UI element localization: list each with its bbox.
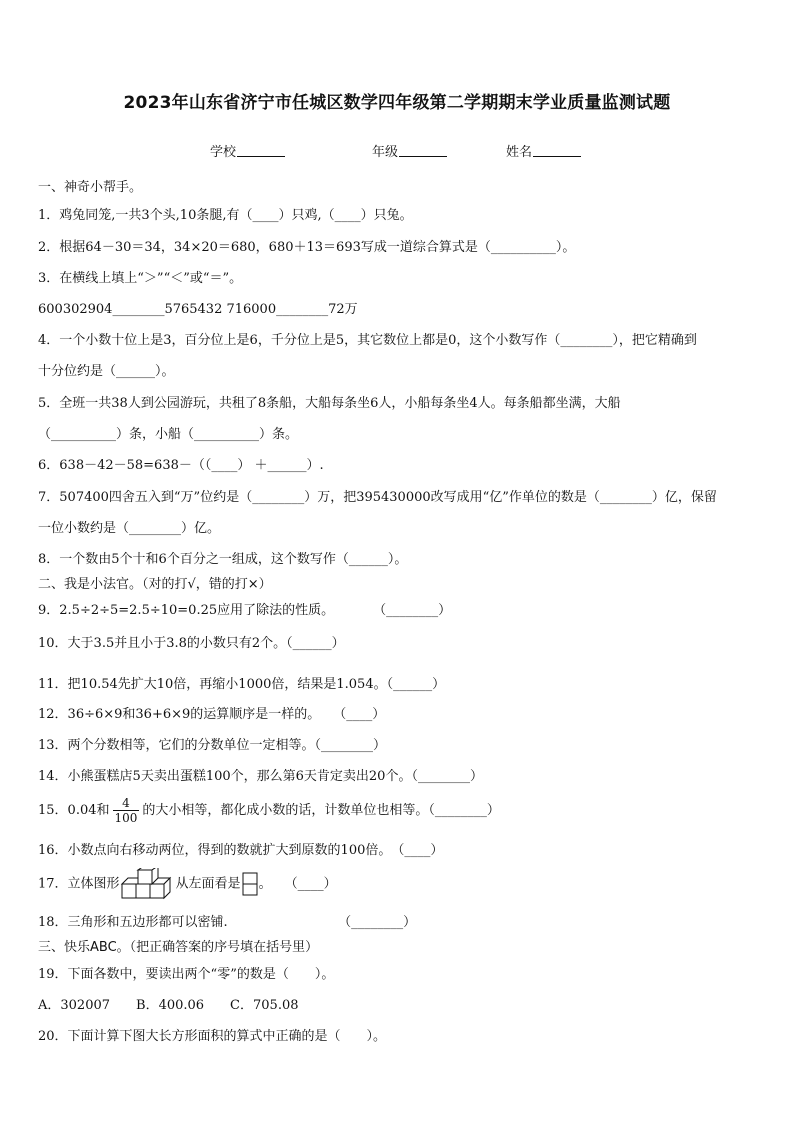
fraction [113, 796, 140, 825]
question-6: 6．638－42－58=638－（（____） ＋______）. [38, 458, 324, 473]
name-field[interactable] [506, 141, 581, 160]
question-18: 18．三角形和五边形都可以密铺. （________） [38, 915, 417, 930]
grade-field[interactable] [372, 141, 447, 160]
section-3-heading: 三、快乐ABC。（把正确答案的序号填在括号里） [38, 940, 319, 955]
grade-label: 年级 [372, 145, 399, 160]
question-15 [38, 796, 500, 825]
school-blank[interactable] [237, 144, 285, 157]
question-1: 1．鸡兔同笼,一共3个头,10条腿,有（____）只鸡,（____）只兔。 [38, 208, 413, 223]
question-12: 12．36÷6×9和36+6×9的运算顺序是一样的。 （____） [38, 707, 386, 722]
question-19: 19．下面各数中，要读出两个“零”的数是（ ）。 [38, 967, 335, 982]
school-field[interactable] [210, 141, 285, 160]
solid-figure-icon [120, 868, 176, 900]
question-5-line-2: （__________）条，小船（__________）条。 [38, 427, 299, 442]
grade-blank[interactable] [399, 144, 447, 157]
question-15-prefix: 15．0.04和 [38, 803, 110, 818]
question-3-items: 600302904________5765432 716000________72万 [38, 302, 358, 317]
section-2-heading: 二、我是小法官。（对的打√，错的打×） [38, 577, 272, 592]
question-17-prefix: 17．立体图形 [38, 876, 120, 892]
name-blank[interactable] [533, 144, 581, 157]
question-3: 3．在横线上填上“＞”“＜”或“＝”。 [38, 271, 243, 286]
question-11: 11．把10.54先扩大10倍，再缩小1000倍，结果是1.054。（______） [38, 677, 446, 692]
question-5-line-1: 5．全班一共38人到公园游玩，共租了8条船，大船每条坐6人，小船每条坐4人。每条船都坐满，大船 [38, 396, 621, 411]
question-17-middle: 从左面看是 [175, 876, 241, 892]
left-view-icon [241, 871, 259, 897]
question-20: 20．下面计算下图大长方形面积的算式中正确的是（ ）。 [38, 1029, 387, 1044]
fraction-denominator: 100 [114, 811, 138, 825]
question-17 [38, 868, 337, 900]
question-13: 13．两个分数相等，它们的分数单位一定相等。（________） [38, 738, 387, 753]
question-2: 2．根据64－30＝34，34×20＝680，680＋13＝693写成一道综合算式是（__________）。 [38, 240, 576, 255]
question-15-suffix: 的大小相等，都化成小数的话，计数单位也相等。（________） [142, 803, 500, 818]
question-4-line-2: 十分位约是（______）。 [38, 364, 175, 379]
question-19-options: A．302007 B．400.06 C．705.08 [38, 998, 299, 1013]
question-9: 9．2.5÷2÷5=2.5÷10=0.25应用了除法的性质。 （________） [38, 603, 452, 618]
question-7-line-1: 7．507400四舍五入到“万”位约是（________）万，把395430000改写成用“亿”作单位的数是（________）亿，保留 [38, 490, 717, 505]
question-16: 16．小数点向右移动两位，得到的数就扩大到原数的100倍。 （____） [38, 843, 444, 858]
question-8: 8．一个数由5个十和6个百分之一组成，这个数写作（______）。 [38, 552, 408, 567]
question-17-suffix: 。 （____） [258, 876, 337, 892]
fraction-numerator: 4 [113, 796, 140, 811]
question-10: 10．大于3.5并且小于3.8的小数只有2个。（______） [38, 636, 345, 651]
question-7-line-2: 一位小数约是（________）亿。 [38, 521, 221, 536]
page-title: 2023年山东省济宁市任城区数学四年级第二学期期末学业质量监测试题 [123, 93, 671, 113]
section-1-heading: 一、神奇小帮手。 [38, 180, 143, 195]
name-label: 姓名 [506, 145, 533, 160]
school-label: 学校 [210, 145, 237, 160]
question-14: 14．小熊蛋糕店5天卖出蛋糕100个，那么第6天肯定卖出20个。（________） [38, 769, 483, 784]
question-4-line-1: 4．一个小数十位上是3，百分位上是6，千分位上是5，其它数位上都是0，这个小数写作（________），把它精确到 [38, 333, 697, 348]
